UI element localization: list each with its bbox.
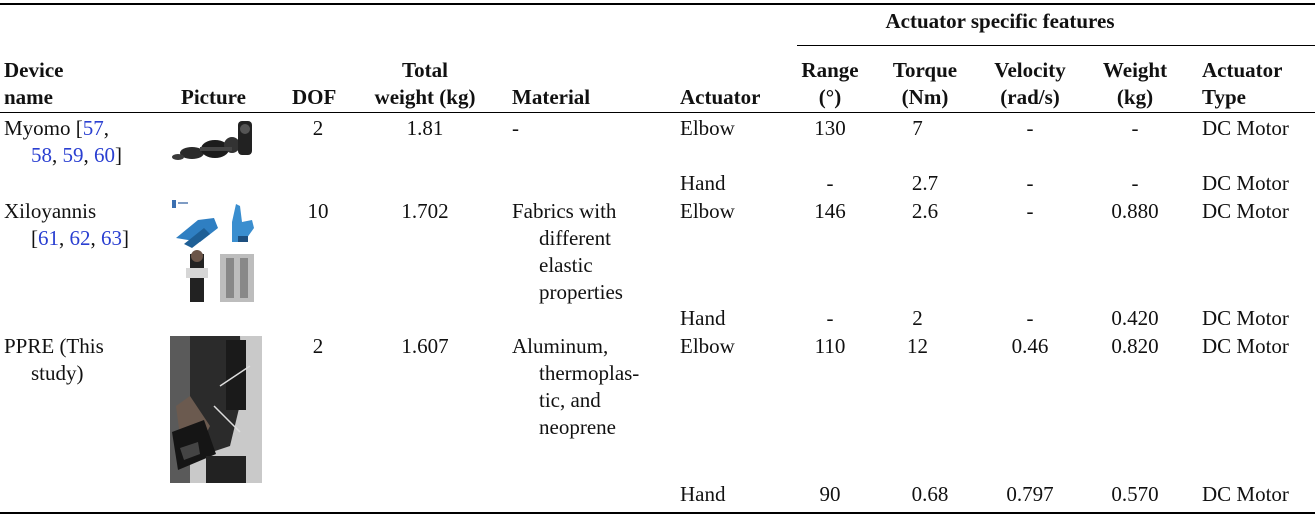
row-1-elbow-torque: 7 [912,116,923,140]
row-2-hand-range: - [826,306,834,330]
row-3-hand-range: 90 [819,482,841,506]
header-velocity: Velocity (rad/s) [994,58,1066,109]
row-1-hand-range: - [826,171,834,195]
header-total-weight: Total weight (kg) [374,58,476,109]
row-1-hand-type: DC Motor [1202,171,1289,195]
row-3-dof: 2 [312,334,324,358]
row-3-hand-torque: 0.68 [911,482,949,506]
row-3-hand-type: DC Motor [1202,482,1289,506]
row-2-material: Fabrics with different elastic properties [512,199,623,304]
row-2-hand-velocity: - [1026,306,1034,330]
header-rule [0,112,1315,113]
device-picture-xiloyannis [170,198,262,306]
header-actuator-type: Actuator Type [1202,58,1283,109]
citation-link[interactable]: 62 [69,226,91,250]
header-torque: Torque (Nm) [892,58,958,109]
row-3-elbow-type: DC Motor [1202,334,1289,358]
header-group-title: Actuator specific features [885,9,1115,33]
row-2-elbow-type: DC Motor [1202,199,1289,223]
citation-link[interactable]: 63 [101,226,122,250]
row-2-hand-weight: 0.420 [1111,306,1159,330]
row-3-material: Aluminum, thermoplas- tic, and neoprene [512,334,640,439]
header-weight: Weight (kg) [1102,58,1168,109]
row-1-elbow-weight: - [1131,116,1139,140]
row-3-hand-velocity: 0.797 [1006,482,1054,506]
top-rule [0,3,1315,5]
device-picture-ppre [170,336,262,483]
citation-link[interactable]: 58 [31,143,52,167]
row-2-elbow-range: 146 [814,199,846,223]
header-device-name: Device name [4,58,64,109]
row-1-hand-weight: - [1131,171,1139,195]
row-1-total-weight: 1.81 [406,116,444,140]
row-3-total-weight: 1.607 [401,334,449,358]
row-3-actuator-elbow: Elbow [680,334,735,358]
row-2-total-weight: 1.702 [401,199,449,223]
citation-link[interactable]: 57 [82,116,104,140]
row-3-elbow-torque: 12 [907,334,928,358]
row-2-hand-torque: 2 [912,306,923,330]
citation-link[interactable]: 61 [38,226,59,250]
row-2-elbow-weight: 0.880 [1111,199,1159,223]
row-1-hand-velocity: - [1026,171,1034,195]
row-3-hand-weight: 0.570 [1111,482,1159,506]
row-2-elbow-velocity: - [1026,199,1034,223]
row-2-actuator-hand: Hand [680,306,726,330]
row-1-device: Myomo [57, 58, 59, 60] [4,116,122,167]
header-actuator: Actuator [680,85,761,109]
row-2-dof: 10 [307,199,329,223]
row-1-elbow-type: DC Motor [1202,116,1289,140]
group-rule [797,45,1315,46]
row-3-elbow-range: 110 [814,334,846,358]
row-1-material: - [512,116,519,140]
row-2-device: Xiloyannis [61, 62, 63] [4,199,129,250]
row-2-hand-type: DC Motor [1202,306,1289,330]
row-1-actuator-elbow: Elbow [680,116,735,140]
header-dof: DOF [292,85,337,109]
row-3-elbow-weight: 0.820 [1111,334,1159,358]
row-3-device: PPRE (This study) [4,334,104,385]
device-picture-myomo [170,115,262,170]
row-1-dof: 2 [312,116,324,140]
row-3-elbow-velocity: 0.46 [1011,334,1049,358]
row-1-hand-torque: 2.7 [911,171,939,195]
row-1-elbow-velocity: - [1026,116,1034,140]
header-material: Material [512,85,591,109]
row-1-elbow-range: 130 [814,116,846,140]
row-3-actuator-hand: Hand [680,482,726,506]
bottom-rule [0,512,1315,514]
citation-link[interactable]: 60 [94,143,115,167]
header-picture: Picture [181,85,246,109]
header-range: Range (°) [801,58,859,109]
row-1-actuator-hand: Hand [680,171,726,195]
row-2-actuator-elbow: Elbow [680,199,735,223]
citation-link[interactable]: 59 [62,143,84,167]
row-2-elbow-torque: 2.6 [911,199,939,223]
